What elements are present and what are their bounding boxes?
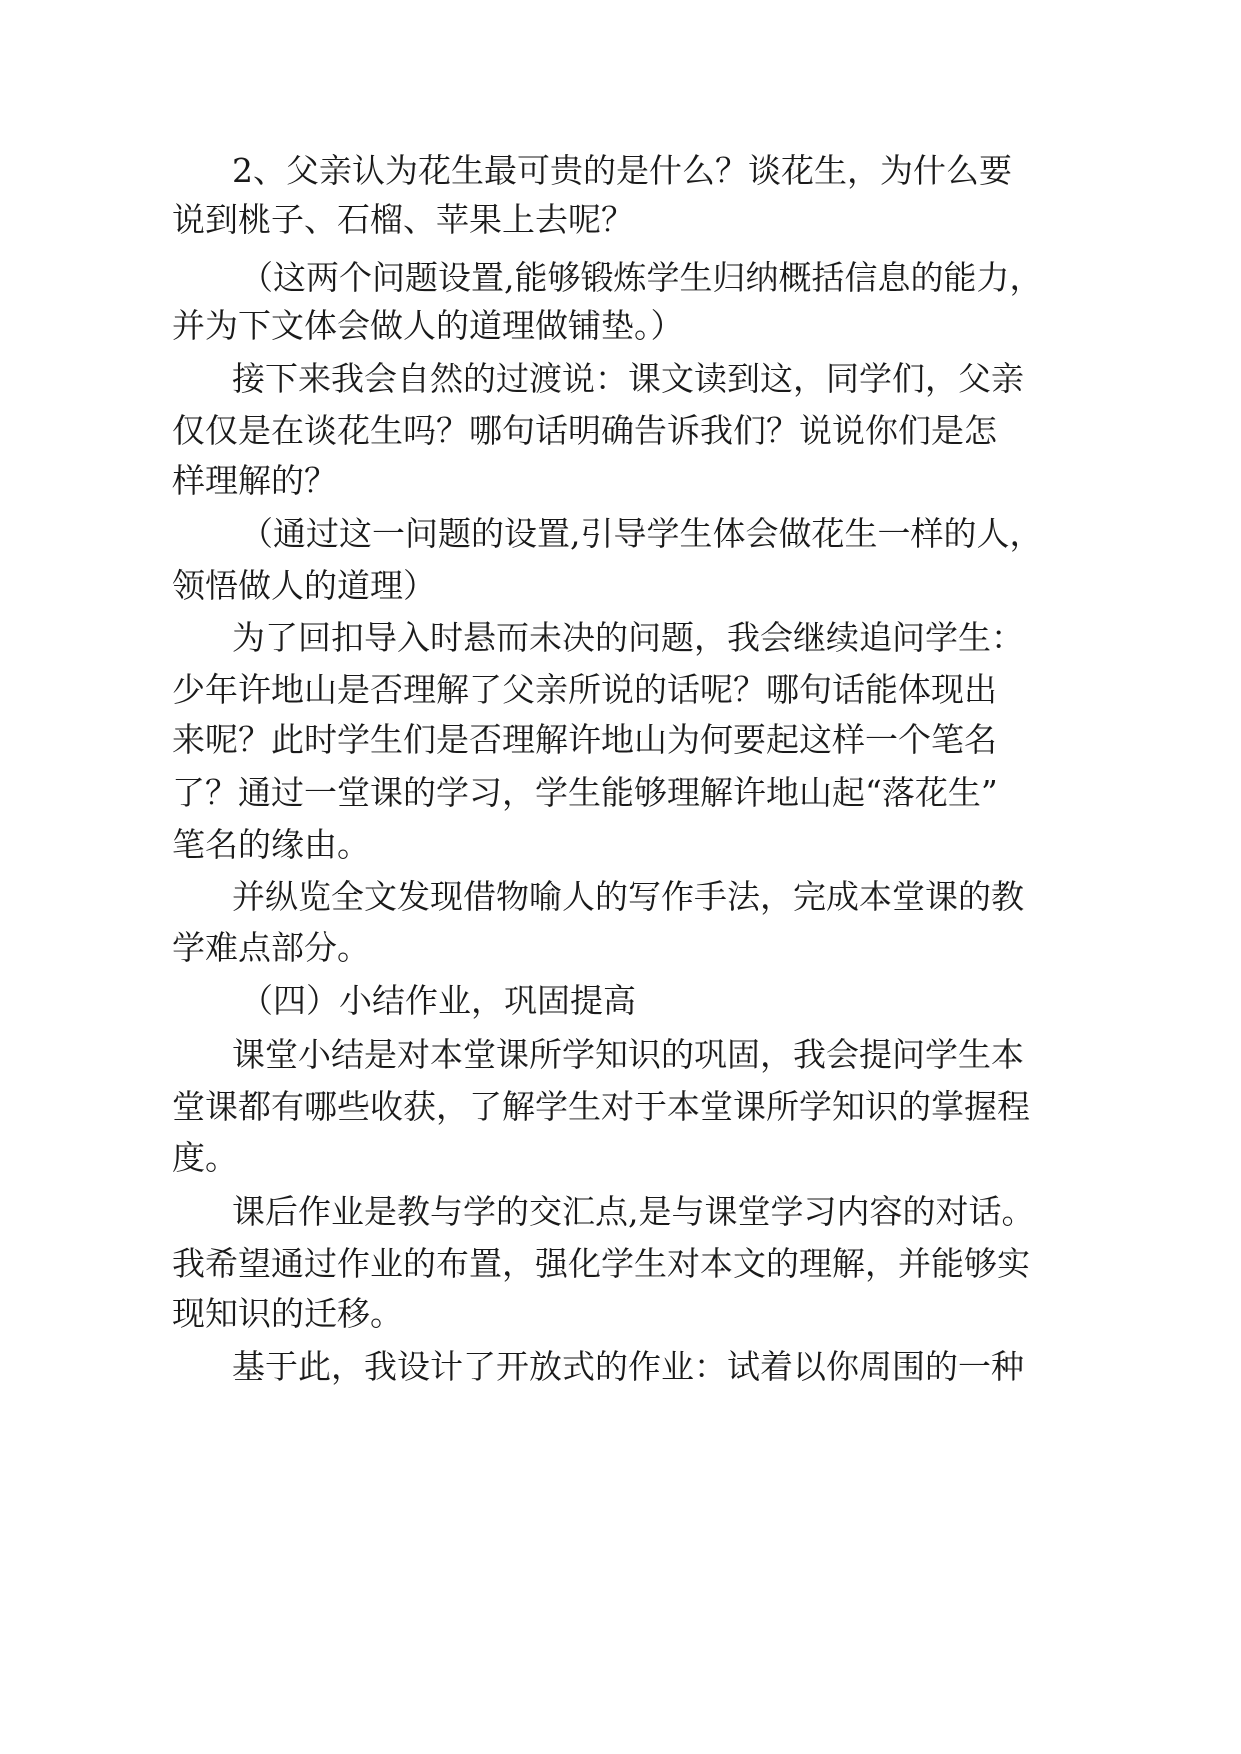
text-line: 并纵览全文发现借物喻人的写作手法，完成本堂课的教 <box>232 877 1024 916</box>
text-line: 堂课都有哪些收获，了解学生对于本堂课所学知识的掌握程 <box>172 1087 1030 1126</box>
text-line: 为了回扣导入时悬而未决的问题，我会继续追问学生： <box>232 618 1024 657</box>
text-line: 现知识的迁移。 <box>172 1294 403 1333</box>
text-line: 仅仅是在谈花生吗？哪句话明确告诉我们？说说你们是怎 <box>172 411 997 450</box>
text-line: 2、父亲认为花生最可贵的是什么？谈花生，为什么要 <box>232 151 1012 190</box>
text-line: 并为下文体会做人的道理做铺垫。） <box>172 306 684 345</box>
text-line: 领悟做人的道理） <box>172 566 436 605</box>
text-line: 说到桃子、石榴、苹果上去呢？ <box>172 200 634 239</box>
text-line: 课后作业是教与学的交汇点,是与课堂学习内容的对话。 <box>232 1192 1035 1231</box>
text-line: 样理解的？ <box>172 461 337 500</box>
text-line: （通过这一问题的设置,引导学生体会做花生一样的人， <box>240 514 1043 553</box>
text-line: 度。 <box>172 1138 238 1177</box>
text-line: 接下来我会自然的过渡说：课文读到这，同学们，父亲 <box>232 359 1024 398</box>
text-line: 课堂小结是对本堂课所学知识的巩固，我会提问学生本 <box>232 1035 1024 1074</box>
text-line: 来呢？此时学生们是否理解许地山为何要起这样一个笔名 <box>172 720 997 759</box>
text-line: （这两个问题设置,能够锻炼学生归纳概括信息的能力， <box>240 258 1043 297</box>
text-line: 了？通过一堂课的学习，学生能够理解许地山起“落花生” <box>172 773 998 812</box>
text-line: 基于此，我设计了开放式的作业：试着以你周围的一种 <box>232 1347 1024 1386</box>
text-line: 学难点部分。 <box>172 928 370 967</box>
text-line: 笔名的缘由。 <box>172 825 370 864</box>
text-line: 少年许地山是否理解了父亲所说的话呢？哪句话能体现出 <box>172 670 997 709</box>
section-heading: （四）小结作业，巩固提高 <box>240 981 636 1020</box>
text-line: 我希望通过作业的布置，强化学生对本文的理解，并能够实 <box>172 1244 1030 1283</box>
